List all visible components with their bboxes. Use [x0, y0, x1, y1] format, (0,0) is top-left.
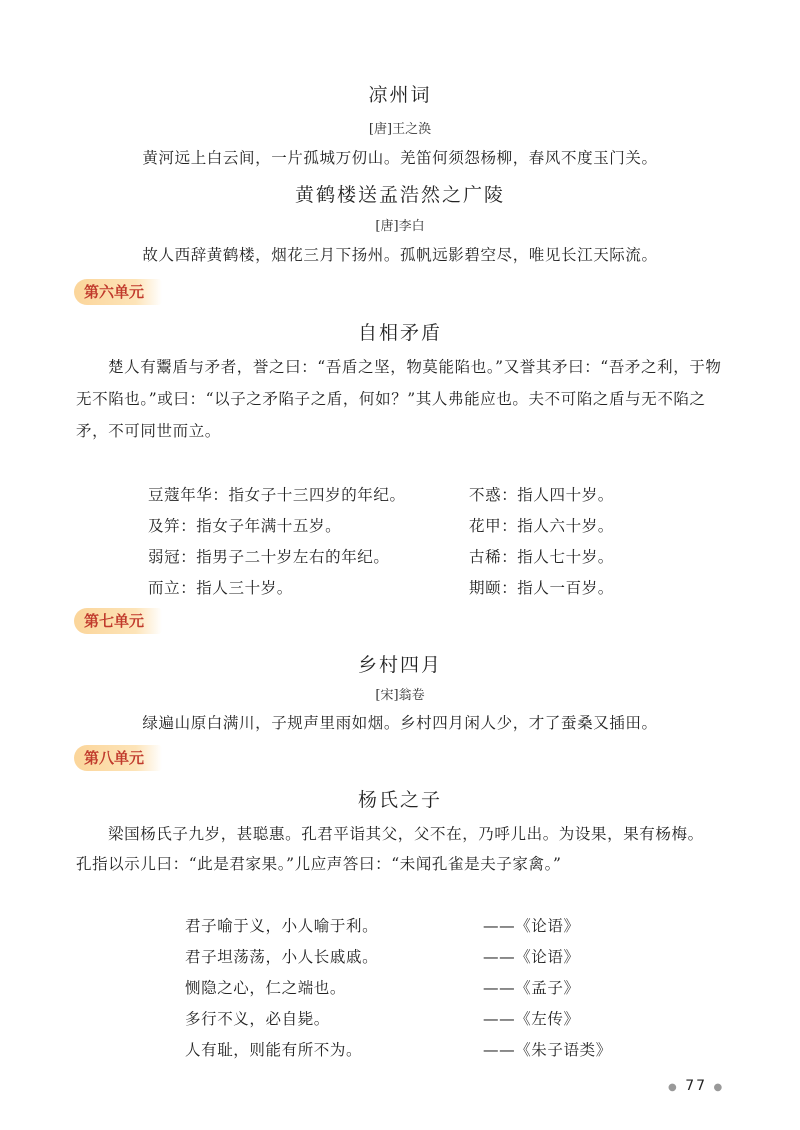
poem-author-wang-zhihuan: [唐]王之涣 — [368, 122, 432, 137]
age-term-item: 不惑：指人四十岁。 — [469, 486, 614, 504]
text-title-zixiangmaodun: 自相矛盾 — [357, 322, 442, 344]
paragraph-line: 孔指以示儿曰：“此是君家果。”儿应声答曰：“未闻孔雀是夫子家禽。” — [76, 855, 562, 873]
poem-text-huanghelou: 故人西辞黄鹤楼，烟花三月下扬州。孤帆远影碧空尽，唯见长江天际流。 — [142, 246, 658, 264]
poem-text-xiangcunsiyue: 绿遍山原白满川，子规声里雨如烟。乡村四月闲人少，才了蚕桑又插田。 — [142, 714, 658, 732]
page-number — [668, 1078, 724, 1094]
quote-text: 君子坦荡荡，小人长戚戚。 — [185, 948, 379, 966]
age-term-item: 古稀：指人七十岁。 — [469, 548, 614, 566]
quote-source: ——《论语》 — [483, 917, 580, 935]
poem-title-xiangcunsiyue: 乡村四月 — [357, 654, 442, 676]
paragraph-line: 楚人有鬻盾与矛者，誉之曰：“吾盾之坚，物莫能陷也。”又誉其矛曰：“吾矛之利，于物 — [108, 358, 722, 376]
quote-source: ——《左传》 — [483, 1010, 580, 1028]
unit-six-label: 第六单元 — [74, 279, 162, 305]
quote-text: 恻隐之心，仁之端也。 — [185, 979, 347, 997]
quote-source: ——《朱子语类》 — [483, 1041, 612, 1059]
page-number-value: 77 — [685, 1078, 708, 1094]
unit-seven-label: 第七单元 — [74, 608, 162, 634]
dot-ornament-icon: ● — [713, 1082, 725, 1093]
age-term-item: 弱冠：指男子二十岁左右的年纪。 — [148, 548, 390, 566]
age-term-item: 及笄：指女子年满十五岁。 — [148, 517, 342, 535]
quote-source: ——《论语》 — [483, 948, 580, 966]
quote-text: 多行不义，必自毙。 — [185, 1010, 330, 1028]
paragraph-line: 无不陷也。”或曰：“以子之矛陷子之盾，何如？”其人弗能应也。夫不可陷之盾与无不陷之 — [76, 390, 706, 408]
age-term-item: 期颐：指人一百岁。 — [469, 579, 614, 597]
unit-eight-label: 第八单元 — [74, 745, 162, 771]
paragraph-line: 梁国杨氏子九岁，甚聪惠。孔君平诣其父，父不在，乃呼儿出。为设果，果有杨梅。 — [108, 825, 704, 843]
poem-author-li-bai: [唐]李白 — [375, 219, 425, 234]
dot-ornament-icon: ● — [668, 1082, 679, 1093]
poem-text-liangzhouci: 黄河远上白云间，一片孤城万仞山。羌笛何须怨杨柳，春风不度玉门关。 — [142, 149, 658, 167]
quote-text: 人有耻，则能有所不为。 — [185, 1041, 363, 1059]
quote-text: 君子喻于义，小人喻于利。 — [185, 917, 379, 935]
paragraph-line: 矛，不可同世而立。 — [76, 422, 221, 440]
age-term-item: 花甲：指人六十岁。 — [469, 517, 614, 535]
age-term-item: 而立：指人三十岁。 — [148, 579, 293, 597]
text-title-yangshizhizi: 杨氏之子 — [357, 789, 442, 811]
quote-source: ——《孟子》 — [483, 979, 580, 997]
poem-author-weng-juan: [宋]翁卷 — [375, 688, 425, 703]
poem-title-huanghelou: 黄鹤楼送孟浩然之广陵 — [294, 184, 505, 206]
poem-title-liangzhouci: 凉州词 — [368, 84, 432, 106]
age-term-item: 豆蔻年华：指女子十三四岁的年纪。 — [148, 486, 406, 504]
